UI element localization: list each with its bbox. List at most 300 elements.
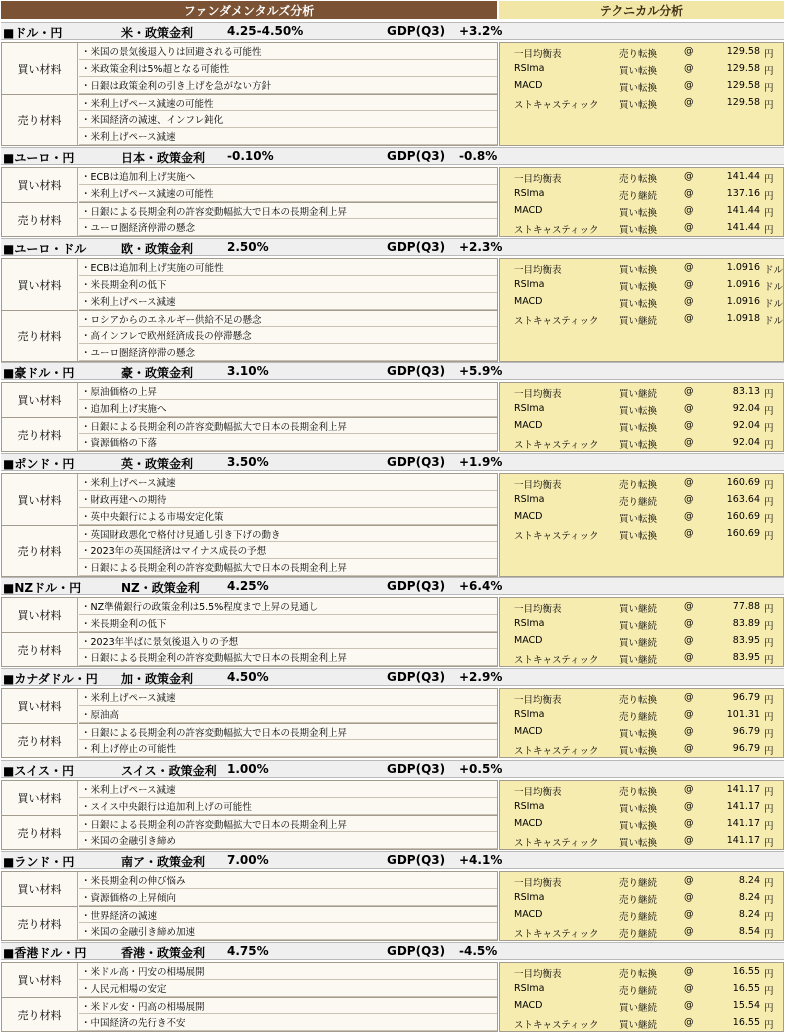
at-sign: @ — [684, 635, 694, 646]
signal: 売り継続 — [619, 497, 658, 508]
price-unit: 円 — [764, 895, 774, 906]
technical-row — [500, 890, 783, 907]
technical-row — [500, 907, 783, 924]
sell-factor-item: ・ロシアからのエネルギー供給不足の懸念 — [79, 310, 497, 327]
policy-rate-label: 南ア・政策金利 — [121, 855, 206, 869]
at-sign: @ — [684, 601, 694, 612]
technical-row — [500, 401, 783, 418]
policy-rate-value: 1.00% — [227, 762, 269, 776]
indicator-name: 一目均衡表 — [514, 969, 562, 980]
technical-panel — [499, 688, 784, 758]
price: 129.58 — [726, 46, 760, 57]
price-unit: 円 — [764, 191, 774, 202]
sell-factor-item: ・日銀による長期金利の許容変動幅拡大で日本の長期金利上昇 — [79, 723, 497, 740]
signal: 買い転換 — [619, 299, 658, 310]
buy-factor-item: ・米長期金利の伸び悩み — [79, 872, 497, 889]
at-sign: @ — [684, 983, 694, 994]
fundamentals-panel — [1, 871, 498, 941]
indicator-name: 一目均衡表 — [514, 695, 562, 706]
price: 77.88 — [732, 601, 760, 612]
policy-rate-label: 英・政策金利 — [121, 457, 194, 471]
price-unit: 円 — [764, 729, 774, 740]
policy-rate-label: 香港・政策金利 — [121, 946, 206, 960]
price: 8.54 — [738, 926, 760, 937]
price: 16.55 — [732, 1017, 760, 1028]
price-unit: 円 — [764, 497, 774, 508]
at-sign: @ — [684, 892, 694, 903]
signal: 買い転換 — [619, 406, 658, 417]
at-sign: @ — [684, 528, 694, 539]
price-unit: ドル — [764, 316, 784, 327]
gdp-label: GDP(Q3) — [387, 149, 446, 163]
price: 83.95 — [732, 652, 760, 663]
price: 101.31 — [726, 709, 760, 720]
price: 92.04 — [732, 403, 760, 414]
policy-rate-value: 7.00% — [227, 853, 269, 867]
gdp-value: +2.9% — [459, 670, 503, 684]
signal: 買い継続 — [619, 638, 658, 649]
at-sign: @ — [684, 171, 694, 182]
at-sign: @ — [684, 420, 694, 431]
indicator-name: ストキャスティック — [514, 746, 599, 757]
gdp-label: GDP(Q3) — [387, 944, 446, 958]
at-sign: @ — [684, 909, 694, 920]
indicator-name: ストキャスティック — [514, 440, 599, 451]
technical-row — [500, 833, 783, 850]
policy-rate-label: 米・政策金利 — [121, 26, 194, 40]
gdp-label: GDP(Q3) — [387, 853, 446, 867]
signal: 買い転換 — [619, 821, 658, 832]
sell-factor-item: ・2023年の英国経済はマイナス成長の予想 — [79, 542, 497, 559]
technical-row — [500, 741, 783, 758]
buy-factor-item: ・米ドル高・円安の相場展開 — [79, 963, 497, 980]
indicator-name: MACD — [514, 205, 543, 216]
signal: 買い転換 — [619, 423, 658, 434]
sell-factor-item: ・日銀による長期金利の許容変動幅拡大で日本の長期金利上昇 — [79, 649, 497, 666]
indicator-name: MACD — [514, 1000, 543, 1011]
sell-factor-item: ・2023年半ばに景気後退入りの予想 — [79, 632, 497, 649]
technical-panel — [499, 871, 784, 941]
buy-factor-item: ・英中央銀行による市場安定化策 — [79, 508, 497, 525]
signal: 売り継続 — [619, 912, 658, 923]
price: 16.55 — [732, 983, 760, 994]
indicator-name: ストキャスティック — [514, 838, 599, 849]
sell-factor-item: ・日銀による長期金利の許容変動幅拡大で日本の長期金利上昇 — [79, 815, 497, 832]
buy-factors-label: 買い材料 — [2, 259, 78, 310]
policy-rate-value: 4.25-4.50% — [227, 24, 304, 38]
indicator-name: RSIma — [514, 618, 545, 629]
at-sign: @ — [684, 262, 694, 273]
at-sign: @ — [684, 835, 694, 846]
price: 1.0916 — [726, 279, 760, 290]
price-unit: 円 — [764, 174, 774, 185]
buy-factor-item: ・追加利上げ実施へ — [79, 400, 497, 417]
at-sign: @ — [684, 403, 694, 414]
price: 141.17 — [726, 784, 760, 795]
price-unit: 円 — [764, 929, 774, 940]
price-unit: 円 — [764, 986, 774, 997]
signal: 売り転換 — [619, 969, 658, 980]
technical-panel — [499, 42, 784, 146]
fundamentals-panel — [1, 597, 498, 667]
section-title — [1, 453, 784, 471]
price-unit: 円 — [764, 225, 774, 236]
indicator-name: 一目均衡表 — [514, 265, 562, 276]
buy-factor-item: ・スイス中央銀行は追加利上げの可能性 — [79, 798, 497, 815]
buy-factors-label: 買い材料 — [2, 872, 78, 906]
buy-factor-item: ・米国の景気後退入りは回避される可能性 — [79, 43, 497, 60]
price-unit: 円 — [764, 912, 774, 923]
sell-factor-item: ・英国財政悪化で格付け見通し引き下げの動き — [79, 525, 497, 542]
buy-factors-label: 買い材料 — [2, 689, 78, 723]
fundamentals-header: ファンダメンタルズ分析 — [1, 1, 497, 19]
buy-factor-item: ・財政再建への期待 — [79, 491, 497, 508]
currency-pair: ■カナダドル・円 — [3, 672, 98, 686]
sell-factor-item: ・ユーロ圏経済停滞の懸念 — [79, 344, 497, 361]
sell-factors-label: 売り材料 — [2, 94, 78, 145]
policy-rate-value: 4.25% — [227, 579, 269, 593]
section-title — [1, 851, 784, 869]
policy-rate-label: NZ・政策金利 — [121, 581, 200, 595]
fundamentals-panel — [1, 258, 498, 362]
indicator-name: ストキャスティック — [514, 655, 599, 666]
price-unit: 円 — [764, 878, 774, 889]
buy-factors-label: 買い材料 — [2, 963, 78, 997]
technical-row — [500, 873, 783, 890]
signal: 売り転換 — [619, 174, 658, 185]
signal: 売り継続 — [619, 895, 658, 906]
buy-factor-item: ・原油高 — [79, 706, 497, 723]
technical-row — [500, 724, 783, 741]
price: 83.89 — [732, 618, 760, 629]
price: 96.79 — [732, 743, 760, 754]
currency-pair: ■スイス・円 — [3, 764, 74, 778]
technical-row — [500, 277, 783, 294]
sell-factor-item: ・高インフレで欧州経済成長の停滞懸念 — [79, 327, 497, 344]
sell-factor-item: ・米国の金融引き締め加速 — [79, 923, 497, 940]
gdp-value: +6.4% — [459, 579, 503, 593]
price-unit: 円 — [764, 712, 774, 723]
technical-row — [500, 650, 783, 667]
policy-rate-label: 加・政策金利 — [121, 672, 194, 686]
signal: 買い継続 — [619, 604, 658, 615]
fundamentals-panel — [1, 42, 498, 146]
price-unit: 円 — [764, 787, 774, 798]
sell-factors-label: 売り材料 — [2, 815, 78, 849]
indicator-name: 一目均衡表 — [514, 389, 562, 400]
at-sign: @ — [684, 709, 694, 720]
technical-row — [500, 169, 783, 186]
signal: 売り転換 — [619, 695, 658, 706]
price-unit: 円 — [764, 389, 774, 400]
at-sign: @ — [684, 618, 694, 629]
price: 96.79 — [732, 726, 760, 737]
technical-row — [500, 924, 783, 941]
technical-row — [500, 475, 783, 492]
policy-rate-value: 2.50% — [227, 240, 269, 254]
price-unit: 円 — [764, 480, 774, 491]
at-sign: @ — [684, 818, 694, 829]
policy-rate-label: 欧・政策金利 — [121, 242, 194, 256]
at-sign: @ — [684, 743, 694, 754]
signal: 買い転換 — [619, 66, 658, 77]
price: 1.0916 — [726, 296, 760, 307]
technical-row — [500, 599, 783, 616]
currency-pair: ■NZドル・円 — [3, 581, 82, 595]
technical-panel — [499, 167, 784, 237]
price-unit: 円 — [764, 604, 774, 615]
at-sign: @ — [684, 386, 694, 397]
fundamentals-panel — [1, 167, 498, 237]
indicator-name: ストキャスティック — [514, 225, 599, 236]
sell-factors-label: 売り材料 — [2, 525, 78, 576]
price: 15.54 — [732, 1000, 760, 1011]
sell-factors-label: 売り材料 — [2, 310, 78, 361]
currency-pair: ■ユーロ・ドル — [3, 242, 87, 256]
technical-panel — [499, 962, 784, 1032]
at-sign: @ — [684, 222, 694, 233]
fundamentals-panel — [1, 962, 498, 1032]
technical-row — [500, 526, 783, 543]
currency-pair: ■香港ドル・円 — [3, 946, 87, 960]
technical-row — [500, 782, 783, 799]
at-sign: @ — [684, 926, 694, 937]
technical-row — [500, 44, 783, 61]
gdp-value: +4.1% — [459, 853, 503, 867]
price-unit: 円 — [764, 969, 774, 980]
indicator-name: RSIma — [514, 983, 545, 994]
price: 137.16 — [726, 188, 760, 199]
at-sign: @ — [684, 726, 694, 737]
price: 160.69 — [726, 477, 760, 488]
price: 8.24 — [738, 875, 760, 886]
sell-factor-item: ・日銀による長期金利の許容変動幅拡大で日本の長期金利上昇 — [79, 417, 497, 434]
price: 141.44 — [726, 205, 760, 216]
signal: 買い転換 — [619, 729, 658, 740]
buy-factor-item: ・資源価格の上昇傾向 — [79, 889, 497, 906]
buy-factors-label: 買い材料 — [2, 168, 78, 202]
buy-factor-item: ・NZ準備銀行の政策金利は5.5%程度まで上昇の見通し — [79, 598, 497, 615]
signal: 買い転換 — [619, 282, 658, 293]
sell-factor-item: ・ユーロ圏経済停滞の懸念 — [79, 219, 497, 236]
price-unit: ドル — [764, 265, 784, 276]
gdp-label: GDP(Q3) — [387, 24, 446, 38]
technical-row — [500, 690, 783, 707]
at-sign: @ — [684, 801, 694, 812]
fundamentals-panel — [1, 382, 498, 452]
at-sign: @ — [684, 494, 694, 505]
currency-pair: ■ランド・円 — [3, 855, 75, 869]
price: 83.95 — [732, 635, 760, 646]
signal: 売り継続 — [619, 929, 658, 940]
technical-row — [500, 435, 783, 452]
indicator-name: RSIma — [514, 279, 545, 290]
price: 16.55 — [732, 966, 760, 977]
price: 141.17 — [726, 801, 760, 812]
technical-panel — [499, 780, 784, 850]
sell-factors-label: 売り材料 — [2, 906, 78, 940]
technical-row — [500, 294, 783, 311]
at-sign: @ — [684, 279, 694, 290]
indicator-name: ストキャスティック — [514, 531, 599, 542]
sell-factors-label: 売り材料 — [2, 417, 78, 451]
buy-factor-item: ・米利上げペース減速の可能性 — [79, 185, 497, 202]
signal: 買い転換 — [619, 746, 658, 757]
gdp-value: +3.2% — [459, 24, 503, 38]
price: 92.04 — [732, 437, 760, 448]
sell-factor-item: ・利上げ停止の可能性 — [79, 740, 497, 757]
price-unit: 円 — [764, 83, 774, 94]
at-sign: @ — [684, 80, 694, 91]
price-unit: 円 — [764, 531, 774, 542]
indicator-name: MACD — [514, 818, 543, 829]
price: 96.79 — [732, 692, 760, 703]
policy-rate-label: 豪・政策金利 — [121, 366, 194, 380]
indicator-name: RSIma — [514, 188, 545, 199]
price: 141.44 — [726, 222, 760, 233]
price: 141.17 — [726, 835, 760, 846]
signal: 買い継続 — [619, 389, 658, 400]
technical-row — [500, 1015, 783, 1032]
gdp-label: GDP(Q3) — [387, 364, 446, 378]
indicator-name: RSIma — [514, 494, 545, 505]
at-sign: @ — [684, 63, 694, 74]
signal: 買い転換 — [619, 208, 658, 219]
gdp-value: +0.5% — [459, 762, 503, 776]
sell-factor-item: ・日銀による長期金利の許容変動幅拡大で日本の長期金利上昇 — [79, 202, 497, 219]
indicator-name: 一目均衡表 — [514, 174, 562, 185]
fundamentals-panel — [1, 473, 498, 577]
buy-factors-label: 買い材料 — [2, 383, 78, 417]
buy-factor-item: ・米利上げペース減速 — [79, 781, 497, 798]
at-sign: @ — [684, 477, 694, 488]
technical-row — [500, 95, 783, 112]
technical-row — [500, 311, 783, 328]
signal: 売り継続 — [619, 878, 658, 889]
sell-factors-label: 売り材料 — [2, 202, 78, 236]
indicator-name: ストキャスティック — [514, 316, 599, 327]
section-title — [1, 577, 784, 595]
buy-factors-label: 買い材料 — [2, 781, 78, 815]
gdp-value: -0.8% — [459, 149, 498, 163]
gdp-label: GDP(Q3) — [387, 455, 446, 469]
technical-row — [500, 203, 783, 220]
price-unit: ドル — [764, 299, 784, 310]
policy-rate-label: スイス・政策金利 — [121, 764, 217, 778]
sell-factor-item: ・米国の金融引き締め — [79, 832, 497, 849]
indicator-name: RSIma — [514, 709, 545, 720]
price-unit: 円 — [764, 1003, 774, 1014]
price: 141.44 — [726, 171, 760, 182]
signal: 売り転換 — [619, 787, 658, 798]
at-sign: @ — [684, 784, 694, 795]
indicator-name: ストキャスティック — [514, 100, 599, 111]
buy-factor-item: ・米長期金利の低下 — [79, 615, 497, 632]
price-unit: ドル — [764, 282, 784, 293]
price-unit: 円 — [764, 208, 774, 219]
policy-rate-value: 3.10% — [227, 364, 269, 378]
technical-row — [500, 816, 783, 833]
fundamentals-panel — [1, 780, 498, 850]
price-unit: 円 — [764, 406, 774, 417]
indicator-name: 一目均衡表 — [514, 787, 562, 798]
section-title — [1, 362, 784, 380]
signal: 買い継続 — [619, 316, 658, 327]
buy-factors-label: 買い材料 — [2, 474, 78, 525]
at-sign: @ — [684, 97, 694, 108]
buy-factors-label: 買い材料 — [2, 598, 78, 632]
technical-panel — [499, 382, 784, 452]
buy-factor-item: ・ECBは追加利上げ実施の可能性 — [79, 259, 497, 276]
price-unit: 円 — [764, 695, 774, 706]
price-unit: 円 — [764, 100, 774, 111]
price-unit: 円 — [764, 821, 774, 832]
technical-row — [500, 186, 783, 203]
buy-factor-item: ・米利上げペース減速 — [79, 689, 497, 706]
sell-factor-item: ・米利上げペース減速 — [79, 128, 497, 145]
technical-row — [500, 61, 783, 78]
price-unit: 円 — [764, 49, 774, 60]
at-sign: @ — [684, 875, 694, 886]
policy-rate-value: 4.50% — [227, 670, 269, 684]
buy-factor-item: ・日銀は政策金利の引き上げを急がない方針 — [79, 77, 497, 94]
technical-row — [500, 964, 783, 981]
indicator-name: MACD — [514, 420, 543, 431]
at-sign: @ — [684, 692, 694, 703]
technical-row — [500, 509, 783, 526]
technical-row — [500, 418, 783, 435]
signal: 買い継続 — [619, 621, 658, 632]
gdp-value: +2.3% — [459, 240, 503, 254]
gdp-value: -4.5% — [459, 944, 498, 958]
price-unit: 円 — [764, 66, 774, 77]
at-sign: @ — [684, 437, 694, 448]
policy-rate-value: -0.10% — [227, 149, 274, 163]
indicator-name: MACD — [514, 726, 543, 737]
buy-factor-item: ・ECBは追加利上げ実施へ — [79, 168, 497, 185]
price-unit: 円 — [764, 838, 774, 849]
technical-row — [500, 633, 783, 650]
gdp-label: GDP(Q3) — [387, 240, 446, 254]
at-sign: @ — [684, 1000, 694, 1011]
at-sign: @ — [684, 296, 694, 307]
technical-row — [500, 384, 783, 401]
price-unit: 円 — [764, 804, 774, 815]
indicator-name: RSIma — [514, 801, 545, 812]
price: 1.0918 — [726, 313, 760, 324]
price-unit: 円 — [764, 423, 774, 434]
signal: 買い転換 — [619, 531, 658, 542]
technical-row — [500, 998, 783, 1015]
fundamentals-panel — [1, 688, 498, 758]
at-sign: @ — [684, 46, 694, 57]
signal: 売り継続 — [619, 986, 658, 997]
price: 8.24 — [738, 909, 760, 920]
indicator-name: 一目均衡表 — [514, 49, 562, 60]
signal: 売り継続 — [619, 712, 658, 723]
indicator-name: 一目均衡表 — [514, 878, 562, 889]
policy-rate-value: 3.50% — [227, 455, 269, 469]
indicator-name: ストキャスティック — [514, 1020, 599, 1031]
sell-factors-label: 売り材料 — [2, 632, 78, 666]
price-unit: 円 — [764, 1020, 774, 1031]
indicator-name: MACD — [514, 635, 543, 646]
policy-rate-value: 4.75% — [227, 944, 269, 958]
sell-factor-item: ・米利上げペース減速の可能性 — [79, 94, 497, 111]
section-title — [1, 760, 784, 778]
gdp-label: GDP(Q3) — [387, 579, 446, 593]
technical-row — [500, 492, 783, 509]
